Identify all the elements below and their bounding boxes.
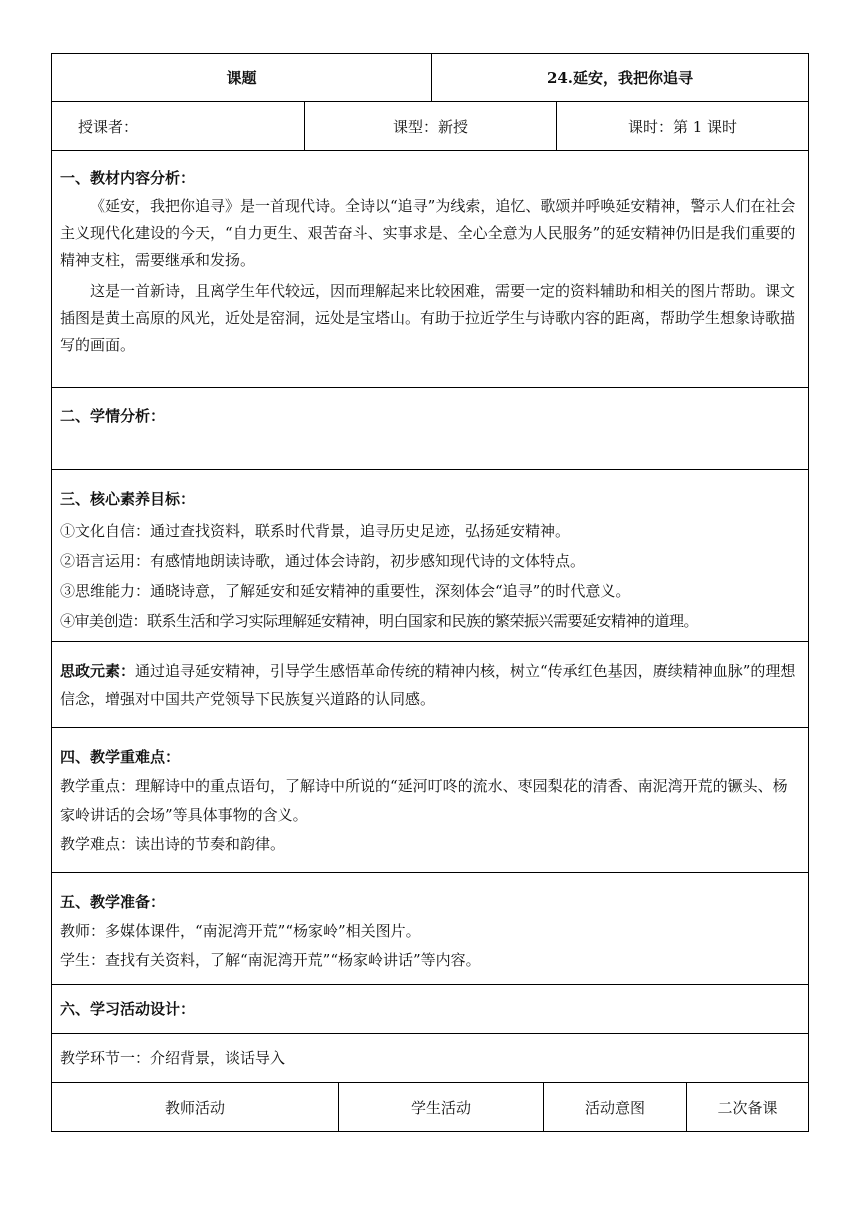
goal-item: ④审美创造：联系生活和学习实际理解延安精神，明白国家和民族的繁荣振兴需要延安精神的道理。 — [60, 612, 699, 630]
section-title: 三、核心素养目标： — [60, 490, 196, 508]
section-key-difficult — [51, 728, 809, 873]
paragraph: 这是一首新诗，且离学生年代较远，因而理解起来比较困难，需要一定的资料辅助和相关的图片帮助。课文插图是黄土高原的风光，近处是窑洞，远处是宝塔山。有助于拉近学生与诗歌内容的距离，帮助学生想象诗歌描写的画面。 — [60, 282, 796, 354]
topic-value: 24.延安，我把你追寻 — [431, 54, 808, 101]
section-preparation — [51, 873, 809, 985]
teacher-label: 授课者： — [78, 117, 139, 136]
section-title: 五、教学准备： — [60, 893, 166, 911]
lesson-type: 课型：新授 — [304, 102, 556, 150]
activity-header-row — [51, 1083, 809, 1132]
paragraph: 《延安，我把你追寻》是一首现代诗。全诗以“追寻”为线索，追忆、歌颂并呼唤延安精神，警示人们在社会主义现代化建设的今天，“自力更生、艰苦奋斗、实事求是、全心全意为人民服务”的延安精神仍旧是我们重要的精神支柱，需要继承和发扬。 — [60, 197, 796, 269]
section-title: 六、学习活动设计： — [60, 999, 196, 1018]
section-learner-analysis — [51, 388, 809, 470]
section-material-analysis — [51, 151, 809, 388]
section-title: 一、教材内容分析： — [60, 169, 196, 187]
topic-row — [51, 53, 809, 102]
difficulty: 教学难点：读出诗的节奏和韵律。 — [60, 835, 286, 853]
prep-teacher: 教师：多媒体课件，“南泥湾开荒”“杨家岭”相关图片。 — [60, 922, 421, 940]
step-title: 教学环节一：介绍背景，谈话导入 — [60, 1048, 286, 1067]
lesson-plan-table — [51, 53, 809, 1132]
section-ideology — [51, 642, 809, 728]
goal-item: ②语言运用：有感情地朗读诗歌，通过体会诗韵，初步感知现代诗的文体特点。 — [60, 552, 586, 570]
ideology-text: 通过追寻延安精神，引导学生感悟革命传统的精神内核，树立“传承红色基因，赓续精神血脉”的理想信念，增强对中国共产党领导下民族复兴道路的认同感。 — [60, 662, 796, 708]
section-title: 四、教学重难点： — [60, 748, 181, 766]
info-row — [51, 102, 809, 151]
col-activity-intent: 活动意图 — [543, 1083, 686, 1131]
step-one — [51, 1034, 809, 1083]
col-teacher-activity: 教师活动 — [164, 1098, 225, 1117]
section-activity-design — [51, 985, 809, 1034]
col-student-activity: 学生活动 — [338, 1083, 543, 1131]
section-core-goals — [51, 470, 809, 642]
goal-item: ①文化自信：通过查找资料，联系时代背景，追寻历史足迹，弘扬延安精神。 — [60, 522, 571, 540]
topic-label: 课题 — [226, 69, 257, 87]
col-second-prep: 二次备课 — [686, 1083, 808, 1131]
ideology-label: 思政元素： — [60, 662, 136, 680]
goal-item: ③思维能力：通晓诗意，了解延安和延安精神的重要性，深刻体会“追寻”的时代意义。 — [60, 582, 631, 600]
key-point: 教学重点：理解诗中的重点语句，了解诗中所说的“延河叮咚的流水、枣园梨花的清香、南泥湾开荒的镢头、杨家岭讲话的会场”等具体事物的含义。 — [60, 777, 788, 824]
prep-student: 学生：查找有关资料，了解“南泥湾开荒”“杨家岭讲话”等内容。 — [60, 951, 481, 969]
section-title: 二、学情分析： — [60, 407, 166, 425]
lesson-period: 课时：第 1 课时 — [556, 102, 808, 150]
